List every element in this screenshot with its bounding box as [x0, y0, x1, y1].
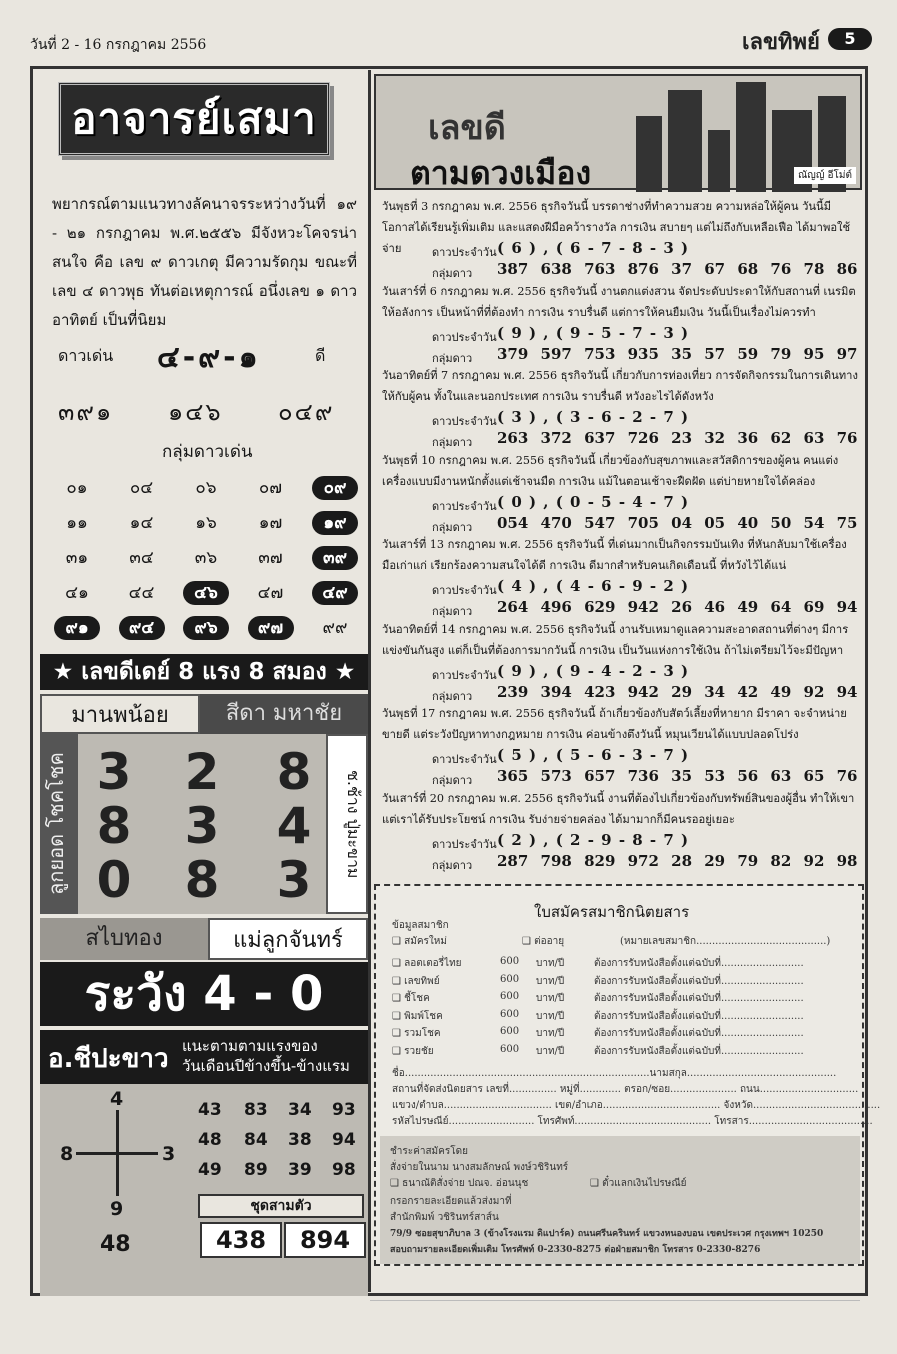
price: 600	[500, 1008, 520, 1020]
vertical-label: ปู่มะขาม	[344, 818, 363, 879]
magazine-checkbox[interactable]: ❑ เลขทิพย์	[392, 975, 440, 987]
highlight-good: ดี	[315, 346, 326, 365]
big-digit: 4	[276, 797, 312, 855]
day-description: วันพุธที่ 3 กรกฎาคม พ.ศ. 2556 ธุรกิจวันนี้ บรรดาช่างที่ทำความสวย ความหล่อให้ผู้คน วันนี้มีโอกาสได้เรียนรู้เพิ่มเติม และแสดงฝีมือคว้ารางวัล การเงิน สบายๆ แต่ไม่ถึงกับเหลือเฟือ ได้มาพอใช้จ่าย	[382, 200, 851, 255]
price-unit: บาท/ปี	[536, 1045, 565, 1057]
price-unit: บาท/ปี	[536, 975, 565, 987]
city-banner	[374, 74, 862, 190]
cross-number: 89	[244, 1160, 268, 1180]
name-field[interactable]: ชื่อ.............................................................................นามสกุล...............................................	[392, 1068, 837, 1079]
banner-line-2: ตามดวงเมือง	[410, 154, 592, 192]
caution-number: ระวัง 4 - 0	[40, 962, 368, 1026]
star-values: ( 0 ) , ( 0 - 5 - 4 - 7 )	[497, 492, 690, 511]
price: 600	[500, 1043, 520, 1055]
big-digit: 3	[184, 797, 220, 855]
grid-number: ๓๖	[194, 548, 218, 568]
address-field[interactable]: สถานที่จัดส่งนิตยสาร เลขที่............... หมู่ที่............. ตรอก/ซอย..................... ถนน...............................	[392, 1084, 859, 1095]
day-description: วันพุธที่ 17 กรกฎาคม พ.ศ. 2556 ธุรกิจวันนี้ ถ้าเกี่ยวข้องกับสัตว์เลี้ยงที่หายาก มีราคา จะจำหน่ายขายดี แต่ระวังปัญหาทางกฎหมาย การเงิน ค่อนข้างตึงวันนี้ หมุนเวียนได้แบบปลอดโปร่ง	[382, 707, 847, 741]
publisher-contact: สอบถามรายละเอียดเพิ่มเติม โทรศัพท์ 0-2330-8275 ต่อฝ่ายสมาชิก โทรสาร 0-2330-8276	[390, 1245, 761, 1255]
day-description: วันอาทิตย์ที่ 7 กรกฎาคม พ.ศ. 2556 ธุรกิจวันนี้ เกี่ยวกับการท่องเที่ยว การจัดกิจกรรมในการเดินทางให้กับผู้คน ทั้งในและนอกประเทศ การเงิน ราบรื่นดี หวังอะไรได้ดังหวัง	[382, 369, 858, 403]
publisher-address: 79/9 ซอยสุขาภิบาล 3 (ข้างโรงแรม ดิแปาร์ค) ถนนศรีนครินทร์ แขวงหนองบอน เขตประเวศ กรุงเทพฯ 10250	[390, 1229, 824, 1239]
payment-instruction: กรอกรายละเอียดแล้วส่งมาที่	[390, 1196, 512, 1207]
star-values: ( 3 ) , ( 3 - 6 - 2 - 7 )	[497, 408, 690, 426]
star-label: ดาวประจำวัน	[432, 668, 497, 682]
star-values: ( 4 ) , ( 4 - 6 - 9 - 2 )	[497, 577, 690, 595]
contributor-name: สไบทอง	[40, 918, 208, 960]
vertical-label-left: ลูกยอด โชคโชค	[40, 734, 78, 914]
grid-number: ๓๗	[258, 548, 283, 568]
renew-checkbox[interactable]: ❑ ต่ออายุ	[522, 936, 565, 947]
grid-row	[54, 546, 358, 581]
cross-number: 48	[198, 1130, 222, 1150]
cross-number: 83	[244, 1100, 268, 1120]
cross-bottom: 9	[110, 1198, 124, 1220]
star-label: ดาวประจำวัน	[432, 584, 497, 597]
grid-number: ๔๗	[257, 583, 284, 603]
group-label: กลุ่มดาว	[432, 605, 473, 618]
group-label: กลุ่มดาว	[432, 520, 473, 534]
grid-number: ๔๙	[312, 581, 358, 605]
grid-number: ๙๙	[322, 618, 348, 638]
cross-right: 3	[162, 1143, 176, 1165]
star-label: ดาวประจำวัน	[432, 499, 497, 513]
big-digit: 8	[96, 797, 132, 855]
grid-number: ๑๖	[195, 513, 217, 533]
ajarn-subtitle	[182, 1036, 350, 1076]
group-values: 387 638 763 876 37 67 68 76 78 86	[497, 260, 858, 278]
group-label: กลุ่มดาว	[432, 858, 473, 872]
grid-number: ๓๔	[129, 548, 154, 568]
star-label: ดาวประจำวัน	[432, 246, 497, 259]
price-unit: บาท/ปี	[536, 958, 565, 969]
magazine-checkbox[interactable]: ❑ ลอตเตอรี่ไทย	[392, 958, 462, 969]
grid-number: ๔๖	[183, 581, 229, 605]
cross-left: 8	[60, 1143, 74, 1165]
grid-number: ๐๑	[66, 478, 88, 498]
grid-number: ๑๗	[258, 513, 283, 533]
start-issue-field[interactable]: ต้องการรับหนังสือตั้งแต่ฉบับที่..........................	[594, 993, 804, 1004]
star-values: ( 6 ) , ( 6 - 7 - 8 - 3 )	[497, 239, 690, 257]
payment-payee: สั่งจ่ายในนาม นางสมลักษณ์ พงษ์วชิรินทร์	[390, 1162, 569, 1173]
price-unit: บาท/ปี	[536, 1028, 565, 1039]
group-label: กลุ่มดาว	[432, 351, 473, 365]
price: 600	[500, 1026, 520, 1037]
grid-row	[54, 616, 358, 651]
member-info-label: ข้อมูลสมาชิก	[392, 920, 449, 931]
price: 600	[500, 956, 520, 967]
grid-number: ๓๑	[65, 548, 89, 568]
triple-number: ๑๔๖	[168, 398, 223, 426]
cross-number: 84	[244, 1130, 268, 1150]
star-label: ดาวประจำวัน	[432, 415, 497, 428]
group-values: 239 394 423 942 29 34 42 49 92 94	[497, 682, 858, 701]
group-values: 365 573 657 736 35 53 56 63 65 76	[497, 767, 858, 785]
triple-number: ๐๔๙	[278, 398, 335, 426]
publisher-name: สำนักพิมพ์ วชิรินทร์สาส์น	[390, 1212, 499, 1223]
money-order-checkbox[interactable]: ❑ ธนาณัติสั่งจ่าย ปณจ. อ่อนนุช	[390, 1178, 529, 1189]
cross-number: 38	[288, 1130, 312, 1150]
highlight-value: ๔-๙-๑	[157, 340, 261, 375]
member-number-field[interactable]: (หมายเลขสมาชิก.........................................)	[620, 936, 831, 947]
district-field[interactable]: แขวง/ตำบล.................................. เขต/อำเภอ..................................... จังหวัด........................................	[392, 1100, 881, 1111]
subtitle-line: วันเดือนปีข้างขึ้น-ข้างแรม	[182, 1057, 350, 1075]
star-label: ดาวประจำวัน	[432, 837, 497, 851]
ajarn-sema-banner	[58, 82, 330, 156]
cross-top: 4	[110, 1088, 124, 1110]
triple-number: ๓๙๑	[58, 398, 114, 426]
grid-number: ๙๖	[183, 616, 229, 640]
big-digit: 8	[184, 851, 220, 909]
set-value: 894	[284, 1222, 366, 1258]
grid-number: ๐๔	[129, 478, 154, 498]
grid-number: ๑๙	[312, 511, 358, 535]
bottom-rule	[370, 1300, 860, 1301]
grid-number: ๑๑	[66, 513, 88, 533]
ajarn-cheepakhao-header	[40, 1030, 368, 1084]
start-issue-field[interactable]: ต้องการรับหนังสือตั้งแต่ฉบับที่..........................	[594, 1045, 804, 1057]
group-title: กลุ่มดาวเด่น	[162, 442, 253, 462]
grid-number: ๔๑	[65, 583, 89, 603]
group-values: 379 597 753 935 35 57 59 79 95 97	[497, 344, 858, 363]
big-digit: 8	[276, 743, 312, 801]
cross-number: 49	[198, 1160, 222, 1180]
star-group-grid	[54, 476, 358, 651]
star-values: ( 2 ) , ( 2 - 9 - 8 - 7 )	[497, 830, 690, 849]
set-value: 438	[200, 1222, 282, 1258]
start-issue-field[interactable]: ต้องการรับหนังสือตั้งแต่ฉบับที่..........................	[594, 958, 804, 969]
day-description: วันอาทิตย์ที่ 14 กรกฎาคม พ.ศ. 2556 ธุรกิจวันนี้ งานรับเหมาดูแลความสะอาดสถานที่ต่างๆ มีการแข่งขันกันสูง แต่ก็เป็นที่ต้องการมากวันนี้ การเงิน เป็นวันแห่งการใช้เงิน ถ้าไม่เตรียมไว้จะมีปัญหา	[382, 622, 849, 657]
building-shape	[668, 90, 702, 192]
page-header	[0, 0, 897, 64]
contributor-name: มานพน้อย	[40, 694, 200, 734]
magazine-checkbox[interactable]: ❑ พิมพ์โชค	[392, 1010, 443, 1022]
group-values: 264 496 629 942 26 46 49 64 69 94	[497, 598, 858, 616]
building-shape	[708, 130, 730, 192]
magazine-checkbox[interactable]: ❑ รวมโชค	[392, 1028, 441, 1039]
grid-number: ๐๖	[195, 478, 217, 498]
banner-line-1: เลขดี	[428, 108, 506, 148]
group-label: กลุ่มดาว	[432, 267, 473, 280]
cross-number: 93	[332, 1100, 356, 1120]
magazine-checkbox[interactable]: ❑ รวยชัย	[392, 1045, 434, 1057]
cross-number: 43	[198, 1100, 222, 1120]
day-description: วันพุธที่ 10 กรกฎาคม พ.ศ. 2556 ธุรกิจวันนี้ เกี่ยวข้องกับสุขภาพและสวัสดิการของผู้คน คนแต่งเครื่องแบบมีงานหนักตั้งแต่เช้าจนมืด การเงิน แม้ในตอนเช้าจะฝืดฝัด แต่บ่ายหายใจได้คล่อง	[382, 453, 839, 488]
prediction-text: พยากรณ์ตามแนวทางลัคนาจรระหว่างวันที่ ๑๙ - ๒๑ กรกฎาคม พ.ศ.๒๕๕๖ มีจังหวะโคจรน่าสนใจ คือ เลข ๙ ดาวเกตุ มีความรัดกุม ขณะที่เลข ๔ ดาวพุธ ทันต่อเหตุการณ์ อนึ่งเลข ๑ ดาวอาทิตย์ เป็นที่นิยม	[52, 195, 357, 329]
magazine-brand: เลขทิพย์	[742, 30, 820, 55]
magazine-checkbox[interactable]: ❑ ชี้โชค	[392, 993, 430, 1004]
group-label: กลุ่มดาว	[432, 436, 473, 449]
zip-field[interactable]: รหัสไปรษณีย์........................... โทรศัพท์........................................... โทรสาร.......................................	[392, 1116, 873, 1127]
day-description: วันเสาร์ที่ 20 กรกฎาคม พ.ศ. 2556 ธุรกิจวันนี้ งานที่ต้องไปเกี่ยวข้องกับทรัพย์สินของผู้อื่น ทำให้เขาแต่เราได้รับประโยชน์ การเงิน รับง่ายจ่ายคล่อง ได้มามากก็มีคนรออยู่เยอะ	[382, 791, 855, 826]
grid-number: ๐๙	[312, 476, 358, 500]
column-divider	[368, 70, 371, 1292]
grid-number: ๙๔	[119, 616, 165, 640]
star-label: ดาวประจำวัน	[432, 330, 497, 344]
postal-note-checkbox[interactable]: ❑ ตั๋วแลกเงินไปรษณีย์	[590, 1178, 687, 1189]
grid-number: ๔๔	[128, 583, 155, 603]
cross-number: 34	[288, 1100, 312, 1120]
issue-date: วันที่ 2 - 16 กรกฎาคม 2556	[30, 37, 207, 53]
cross-horizontal-line	[76, 1152, 158, 1155]
big-digit: 3	[276, 851, 312, 909]
author-credit: ณัญญ์ อีโม่ต์	[794, 167, 856, 184]
group-values: 287 798 829 972 28 29 79 82 92 98	[497, 851, 858, 870]
new-checkbox[interactable]: ❑ สมัครใหม่	[392, 936, 447, 947]
building-shape	[736, 82, 766, 192]
group-values: 054 470 547 705 04 05 40 50 54 75	[497, 513, 858, 532]
start-issue-field[interactable]: ต้องการรับหนังสือตั้งแต่ฉบับที่..........................	[594, 1010, 804, 1022]
grid-number: ๙๗	[248, 616, 294, 640]
group-values: 263 372 637 726 23 32 36 62 63 76	[497, 429, 858, 447]
price: 600	[500, 991, 520, 1002]
big-digit: 2	[184, 743, 220, 801]
big-digit: 3	[96, 743, 132, 801]
cross-number: 98	[332, 1160, 356, 1180]
payment-title: ชำระค่าสมัครโดย	[390, 1146, 468, 1157]
subtitle-line: แนะตามตามแรงของ	[182, 1037, 318, 1055]
page-number: 5	[828, 28, 872, 50]
ajarn-title: อ.ชีปะขาว	[48, 1044, 169, 1074]
form-title: ใบสมัครสมาชิกนิตยสาร	[534, 903, 690, 921]
grid-row	[54, 511, 358, 546]
day-description: วันเสาร์ที่ 6 กรกฎาคม พ.ศ. 2556 ธุรกิจวันนี้ งานตกแต่งสวน จัดประดับประดาให้กับสถานที่ เนรมิตให้อลังการ เป็นหน้าที่ที่ต้องทำ การเงิน ราบรื่นดี แต่การให้คนยืมเงิน วันนี้เป็นเรื่องไม่ควรทำ	[382, 284, 856, 319]
grid-number: ๑๔	[129, 513, 154, 533]
lucky-day-bar: ★ เลขดีเดย์ 8 แรง 8 สมอง ★	[40, 654, 368, 690]
contributor-name: แม่ลูกจันทร์	[208, 918, 368, 960]
price-unit: บาท/ปี	[536, 1010, 565, 1022]
grid-number: ๓๙	[312, 546, 358, 570]
grid-number: ๐๗	[258, 478, 283, 498]
grid-number: ๙๑	[54, 616, 100, 640]
grid-row	[54, 581, 358, 616]
price-unit: บาท/ปี	[536, 993, 565, 1004]
building-shape	[636, 116, 662, 192]
price: 600	[500, 973, 520, 985]
contributor-name: สีดา มหาชัย	[200, 694, 368, 734]
group-label: กลุ่มดาว	[432, 689, 473, 703]
group-label: กลุ่มดาว	[432, 774, 473, 787]
big-digit: 0	[96, 851, 132, 909]
cross-number: 94	[332, 1130, 356, 1150]
banner-title: อาจารย์เสมา	[71, 94, 317, 143]
day-description: วันเสาร์ที่ 13 กรกฎาคม พ.ศ. 2556 ธุรกิจวันนี้ ที่เด่นมากเป็นกิจกรรมบันเทิง ที่หันกลับมาใช้เครื่องมือเก่าแก่ เรียกร้องความสนใจได้ดี การเงิน ดีมากสำหรับคนเกิดเดือนนี้ ที่หวังไว้ได้แน่	[382, 538, 847, 572]
grid-row	[54, 476, 358, 511]
cross-number: 39	[288, 1160, 312, 1180]
star-values: ( 5 ) , ( 5 - 6 - 3 - 7 )	[497, 746, 690, 764]
highlight-label: ดาวเด่น	[58, 346, 114, 365]
contributor-row-2	[40, 918, 368, 960]
vertical-label: ช.ช้าง	[344, 769, 363, 814]
star-values: ( 9 ) , ( 9 - 4 - 2 - 3 )	[497, 661, 690, 680]
star-label: ดาวประจำวัน	[432, 753, 497, 766]
vertical-label-right	[326, 734, 368, 914]
start-issue-field[interactable]: ต้องการรับหนังสือตั้งแต่ฉบับที่..........................	[594, 975, 804, 987]
cross-extra: 48	[100, 1232, 131, 1257]
star-values: ( 9 ) , ( 9 - 5 - 7 - 3 )	[497, 323, 690, 342]
contributor-row-1	[40, 694, 368, 734]
start-issue-field[interactable]: ต้องการรับหนังสือตั้งแต่ฉบับที่..........................	[594, 1028, 804, 1039]
set-title: ชุดสามตัว	[198, 1194, 364, 1218]
